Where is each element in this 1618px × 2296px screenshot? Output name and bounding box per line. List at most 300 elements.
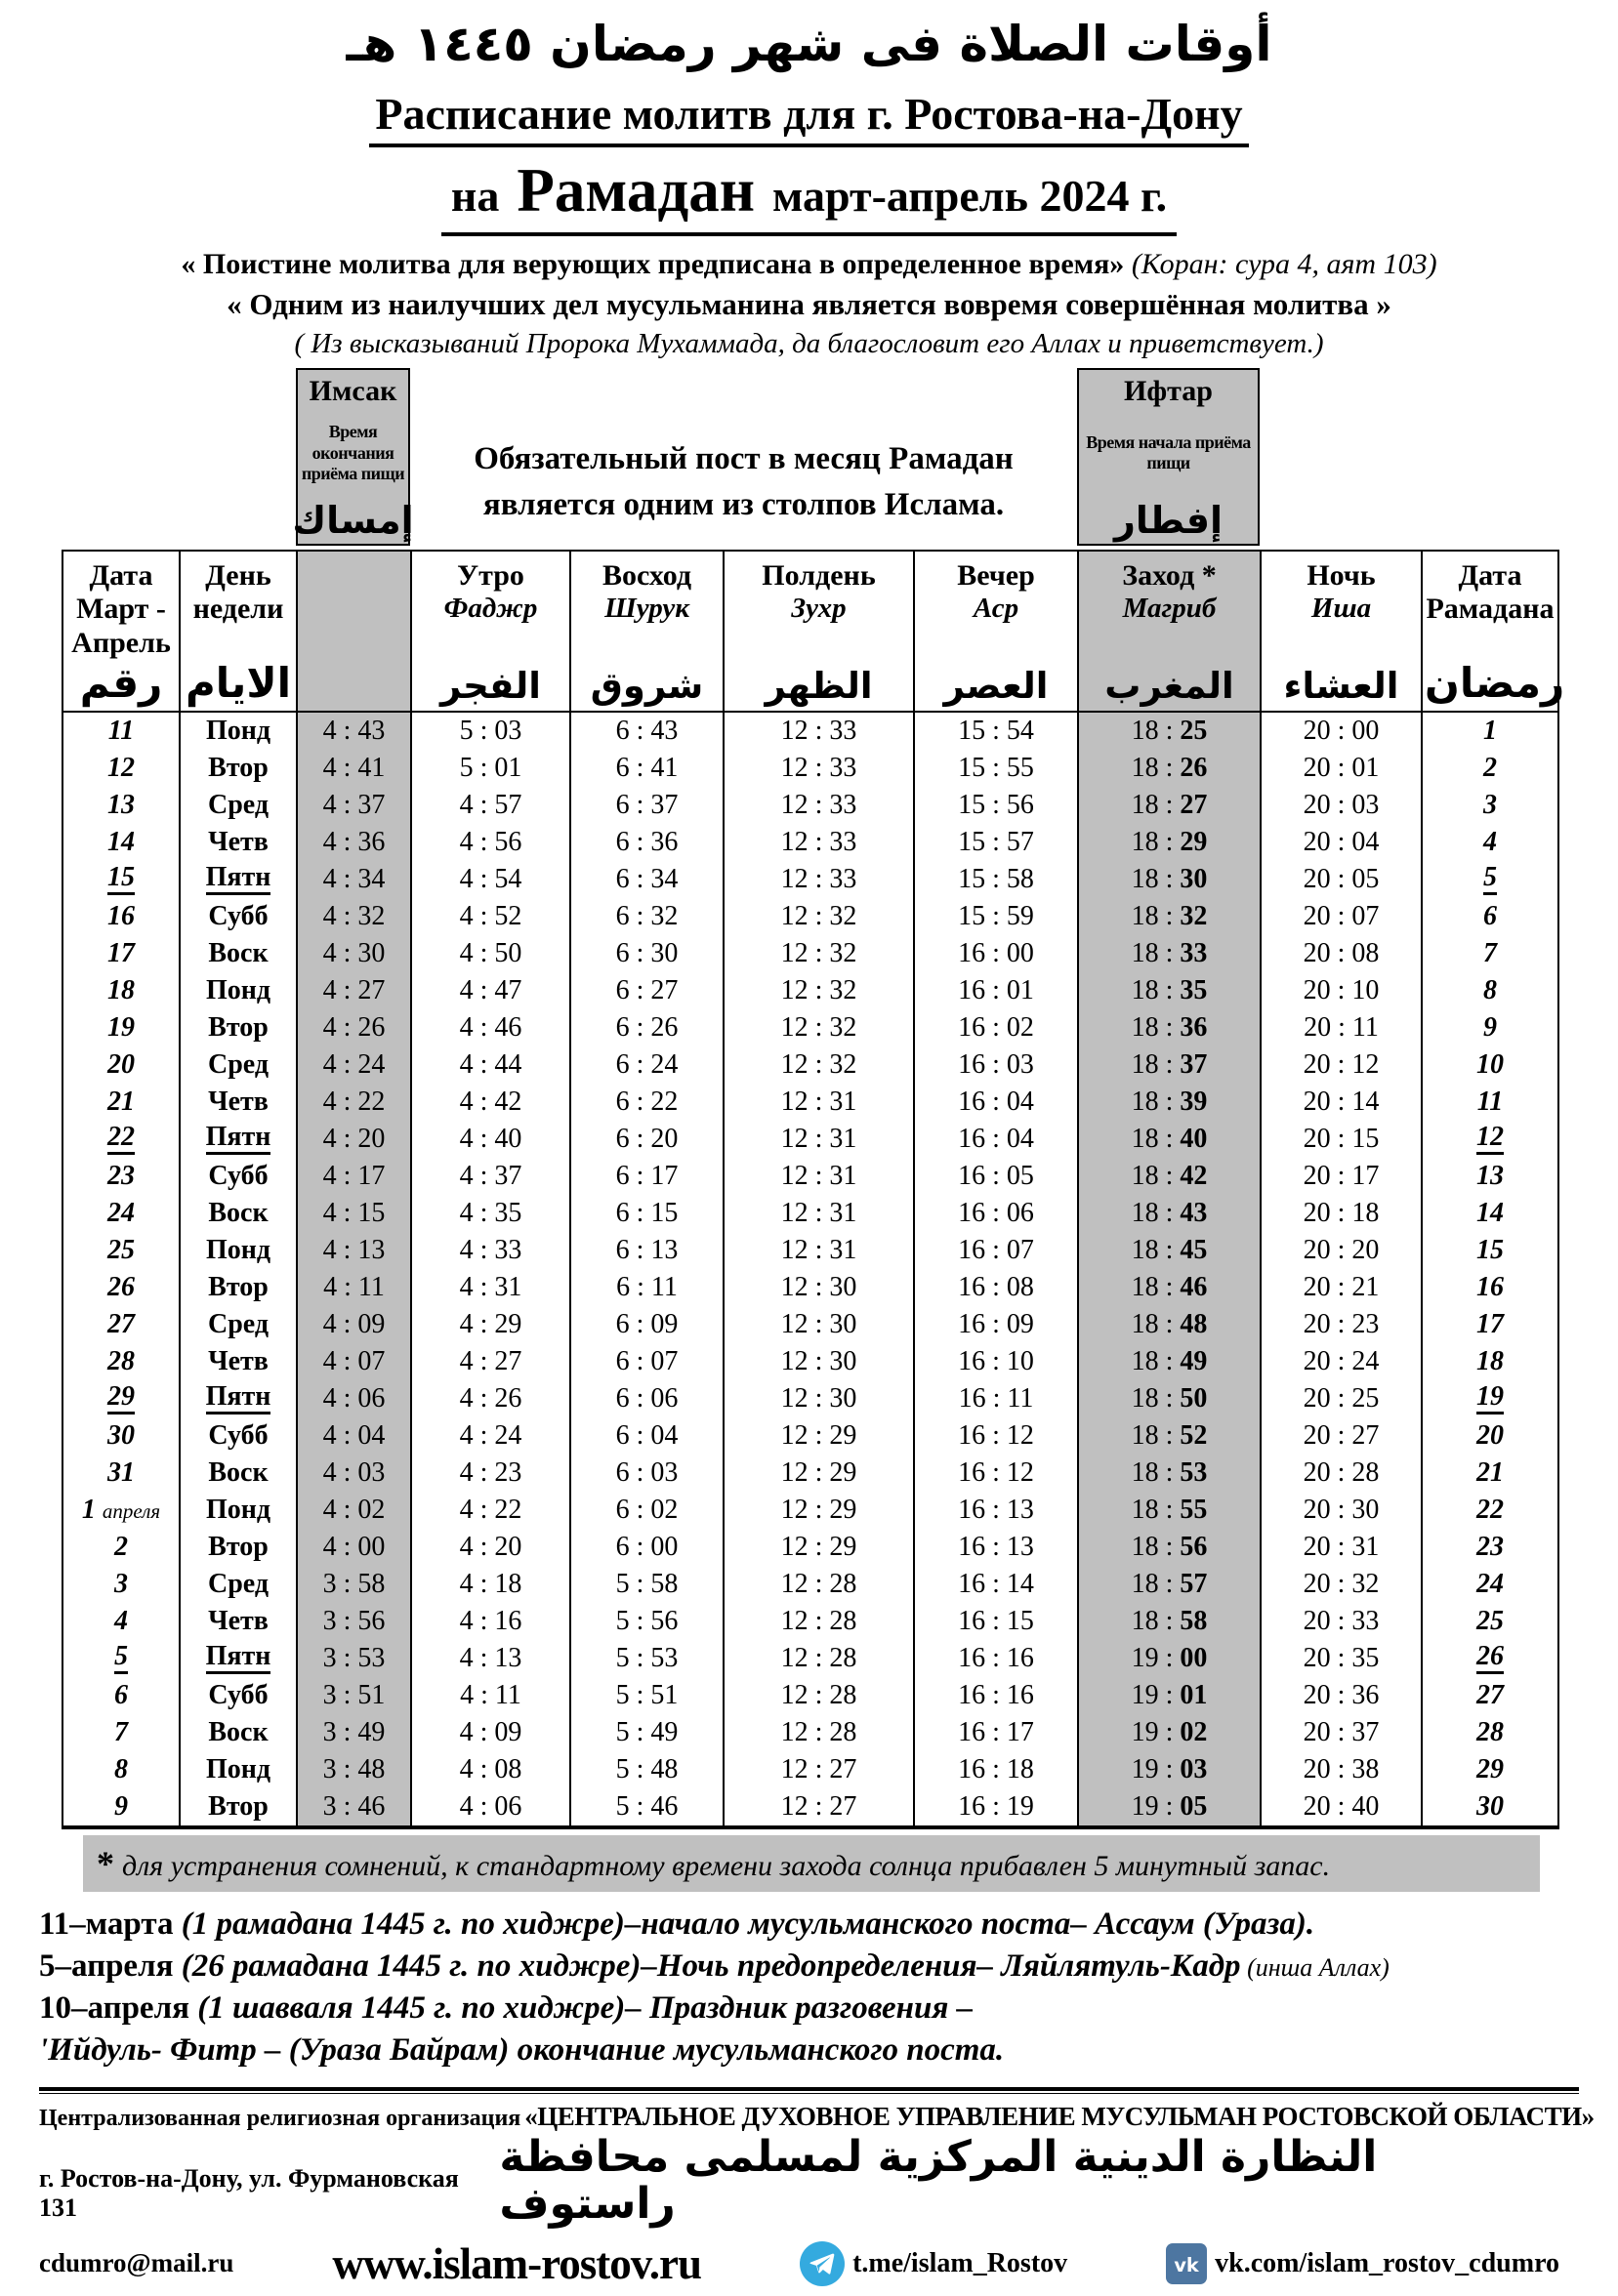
date-value: 23 — [107, 1160, 135, 1191]
asr-cell — [914, 1269, 1078, 1306]
day-cell — [180, 1046, 297, 1084]
zuhr-cell — [724, 1677, 914, 1714]
date-value: 1 апреля — [81, 1494, 161, 1525]
date-cell — [62, 1195, 180, 1232]
day-cell — [180, 1084, 297, 1121]
ramadan-date-value: 29 — [1476, 1753, 1504, 1784]
isha-value: 20 : 05 — [1303, 863, 1380, 894]
day-value: Втор — [208, 1790, 269, 1822]
col-header-imsak — [297, 551, 411, 713]
zuhr-cell — [724, 1343, 914, 1380]
maghrib-cell — [1078, 824, 1261, 861]
col-header-transliteration: Иша — [1310, 593, 1372, 624]
asr-value: 15 : 59 — [958, 900, 1034, 931]
zuhr-value: 12 : 29 — [780, 1419, 857, 1451]
asr-cell — [914, 1158, 1078, 1195]
date-value: 12 — [107, 752, 135, 783]
title-ramadan — [0, 155, 1618, 236]
maghrib-cell — [1078, 712, 1261, 750]
date-value: 4 — [114, 1605, 128, 1636]
zuhr-value: 12 : 27 — [780, 1753, 857, 1784]
imsak-value: 4 : 43 — [322, 715, 386, 746]
imsak-arabic-label: إمساك — [292, 498, 414, 542]
ramadan-date-value: 9 — [1483, 1011, 1497, 1043]
zuhr-cell — [724, 1121, 914, 1158]
note-date: 5–апреля — [39, 1948, 182, 1985]
day-cell — [180, 1009, 297, 1046]
maghrib-cell — [1078, 1009, 1261, 1046]
date-value: 26 — [107, 1271, 135, 1302]
isha-value: 20 : 03 — [1303, 789, 1380, 820]
isha-cell — [1261, 1492, 1422, 1529]
maghrib-value: 18 : 50 — [1131, 1382, 1208, 1414]
imsak-cell — [297, 750, 411, 787]
col-header-content — [298, 552, 410, 712]
shuruk-cell — [570, 1121, 724, 1158]
zuhr-value: 12 : 31 — [780, 1160, 857, 1191]
maghrib-value: 18 : 55 — [1131, 1494, 1208, 1525]
isha-cell — [1261, 1417, 1422, 1455]
maghrib-minutes: 05 — [1180, 1790, 1208, 1822]
date-cell — [62, 1009, 180, 1046]
col-header-label: Заход * — [1122, 558, 1217, 592]
day-cell — [180, 1343, 297, 1380]
table-row — [62, 1603, 1558, 1640]
isha-value: 20 : 15 — [1303, 1123, 1380, 1154]
asr-cell — [914, 1084, 1078, 1121]
asr-cell — [914, 824, 1078, 861]
imsak-cell — [297, 1084, 411, 1121]
imsak-cell — [297, 1121, 411, 1158]
isha-value: 20 : 18 — [1303, 1197, 1380, 1228]
fajr-value: 5 : 01 — [459, 752, 522, 783]
shuruk-value: 6 : 13 — [615, 1234, 679, 1265]
address: г. Ростов-на-Дону, ул. Фурмановская 131 — [39, 2163, 459, 2222]
title-suffix: март-апрель 2024 г. — [772, 170, 1168, 221]
maghrib-value: 18 : 49 — [1131, 1345, 1208, 1376]
table-row — [62, 1417, 1558, 1455]
telegram-link[interactable] — [800, 2241, 1067, 2286]
asr-cell — [914, 935, 1078, 972]
vk-icon — [1166, 2243, 1207, 2284]
note-text: 'Ийдуль- Фитр – (Ураза Байрам) окончание мусульманского поста. — [39, 2031, 1005, 2068]
ramadan-date-cell — [1422, 1232, 1558, 1269]
isha-cell — [1261, 1195, 1422, 1232]
col-header-label: Восход — [602, 558, 692, 592]
shuruk-cell — [570, 1269, 724, 1306]
col-header-content — [412, 552, 569, 712]
asr-value: 16 : 01 — [958, 974, 1034, 1005]
ramadan-date-cell — [1422, 1788, 1558, 1827]
imsak-cell — [297, 1566, 411, 1603]
isha-value: 20 : 36 — [1303, 1679, 1380, 1710]
asr-value: 16 : 12 — [958, 1419, 1034, 1451]
fajr-value: 4 : 50 — [459, 937, 522, 968]
title-city — [0, 88, 1618, 147]
iftar-subtitle: Время начала приёма пищи — [1086, 431, 1251, 473]
quran-quote-text: « Поистине молитва для верующих предписана в определенное время» — [181, 247, 1125, 280]
zuhr-value: 12 : 33 — [780, 826, 857, 857]
shuruk-cell — [570, 1492, 724, 1529]
zuhr-cell — [724, 787, 914, 824]
zuhr-value: 12 : 30 — [780, 1382, 857, 1414]
imsak-value: 4 : 27 — [322, 974, 386, 1005]
telegram-handle: t.me/islam_Rostov — [852, 2247, 1068, 2278]
imsak-cell — [297, 1714, 411, 1751]
fajr-value: 4 : 52 — [459, 900, 522, 931]
shuruk-value: 5 : 53 — [615, 1642, 679, 1673]
maghrib-minutes: 42 — [1180, 1160, 1208, 1191]
ramadan-date-cell — [1422, 1714, 1558, 1751]
col-header-label: День — [205, 558, 271, 592]
ramadan-date-value: 11 — [1476, 1086, 1504, 1117]
maghrib-minutes: 52 — [1180, 1419, 1208, 1451]
imsak-cell — [297, 1046, 411, 1084]
isha-value: 20 : 27 — [1303, 1419, 1380, 1451]
table-row — [62, 1343, 1558, 1380]
note-text: (26 рамадана 1445 г. по хиджре)–Ночь предопределения– Ляйлятуль-Кадр — [181, 1948, 1241, 1985]
shuruk-cell — [570, 1677, 724, 1714]
fajr-value: 4 : 23 — [459, 1456, 522, 1488]
asr-cell — [914, 1046, 1078, 1084]
footer-divider — [39, 2087, 1579, 2094]
zuhr-value: 12 : 29 — [780, 1456, 857, 1488]
organization-name-arabic: النظارة الدينية المركزية لمسلمى محافظة راستوف — [499, 2131, 1378, 2230]
ramadan-date-value: 20 — [1476, 1419, 1504, 1451]
fajr-cell — [411, 1269, 570, 1306]
day-cell — [180, 861, 297, 898]
fajr-cell — [411, 1677, 570, 1714]
isha-cell — [1261, 1677, 1422, 1714]
fajr-value: 4 : 08 — [459, 1753, 522, 1784]
ramadan-date-value: 7 — [1483, 937, 1497, 968]
ramadan-date-cell — [1422, 1306, 1558, 1343]
isha-cell — [1261, 972, 1422, 1009]
date-value: 19 — [107, 1011, 135, 1043]
footer-bottom-row — [39, 2238, 1559, 2289]
zuhr-cell — [724, 972, 914, 1009]
imsak-value: 3 : 58 — [322, 1568, 386, 1599]
imsak-cell — [297, 1195, 411, 1232]
fajr-value: 4 : 57 — [459, 789, 522, 820]
ramadan-date-value: 1 — [1483, 715, 1497, 746]
day-value: Четв — [208, 826, 269, 857]
col-header-label: Утро — [457, 558, 524, 592]
imsak-cell — [297, 1158, 411, 1195]
asr-cell — [914, 1566, 1078, 1603]
day-cell — [180, 1158, 297, 1195]
col-header-arabic: الظهر — [765, 664, 873, 707]
table-row — [62, 1714, 1558, 1751]
ramadan-date-cell — [1422, 972, 1558, 1009]
day-cell — [180, 824, 297, 861]
maghrib-cell — [1078, 1603, 1261, 1640]
fajr-cell — [411, 1529, 570, 1566]
isha-value: 20 : 17 — [1303, 1160, 1380, 1191]
maghrib-value: 18 : 45 — [1131, 1234, 1208, 1265]
zuhr-cell — [724, 1455, 914, 1492]
imsak-cell — [297, 1455, 411, 1492]
maghrib-cell — [1078, 898, 1261, 935]
date-value: 24 — [107, 1197, 135, 1228]
date-cell — [62, 935, 180, 972]
day-cell — [180, 1640, 297, 1677]
isha-value: 20 : 31 — [1303, 1531, 1380, 1562]
zuhr-value: 12 : 29 — [780, 1494, 857, 1525]
date-cell — [62, 712, 180, 750]
asr-cell — [914, 972, 1078, 1009]
isha-value: 20 : 07 — [1303, 900, 1380, 931]
maghrib-value: 18 : 43 — [1131, 1197, 1208, 1228]
note-line — [39, 2030, 1579, 2071]
imsak-value: 4 : 24 — [322, 1048, 386, 1080]
table-row — [62, 1751, 1558, 1788]
fajr-value: 4 : 22 — [459, 1494, 522, 1525]
isha-cell — [1261, 824, 1422, 861]
imsak-value: 4 : 02 — [322, 1494, 386, 1525]
vk-handle: vk.com/islam_rostov_cdumro — [1215, 2247, 1559, 2278]
date-value: 7 — [114, 1716, 128, 1747]
date-cell — [62, 1380, 180, 1417]
maghrib-cell — [1078, 1751, 1261, 1788]
col-header-arabic: الفجر — [440, 664, 541, 707]
asr-value: 16 : 13 — [958, 1494, 1034, 1525]
maghrib-minutes: 37 — [1180, 1048, 1208, 1080]
day-value: Пятн — [206, 1124, 271, 1155]
asr-cell — [914, 1492, 1078, 1529]
imsak-value: 4 : 11 — [323, 1271, 385, 1302]
maghrib-cell — [1078, 1677, 1261, 1714]
asr-value: 16 : 12 — [958, 1456, 1034, 1488]
date-cell — [62, 1121, 180, 1158]
fajr-cell — [411, 1084, 570, 1121]
day-cell — [180, 1677, 297, 1714]
asr-value: 16 : 17 — [958, 1716, 1034, 1747]
shuruk-value: 6 : 04 — [615, 1419, 679, 1451]
asr-cell — [914, 1009, 1078, 1046]
fajr-value: 4 : 35 — [459, 1197, 522, 1228]
imsak-subtitle: Время окончания приёма пищи — [301, 421, 405, 484]
fajr-value: 4 : 11 — [460, 1679, 521, 1710]
maghrib-value: 18 : 42 — [1131, 1160, 1208, 1191]
imsak-value: 4 : 26 — [322, 1011, 386, 1043]
isha-value: 20 : 28 — [1303, 1456, 1380, 1488]
shuruk-value: 6 : 07 — [615, 1345, 679, 1376]
shuruk-value: 6 : 02 — [615, 1494, 679, 1525]
day-value: Воск — [208, 1197, 269, 1228]
iftar-box — [1077, 368, 1260, 546]
isha-cell — [1261, 1603, 1422, 1640]
zuhr-cell — [724, 750, 914, 787]
table-row — [62, 1046, 1558, 1084]
table-row — [62, 750, 1558, 787]
table-header-row — [62, 551, 1558, 713]
fasting-statement: Обязательный пост в месяц Рамадан является одним из столпов Ислама. — [474, 440, 1014, 523]
asr-value: 16 : 16 — [958, 1642, 1034, 1673]
date-value: 2 — [114, 1531, 128, 1562]
zuhr-value: 12 : 31 — [780, 1234, 857, 1265]
ramadan-date-value: 23 — [1476, 1531, 1504, 1562]
fajr-value: 4 : 20 — [459, 1531, 522, 1562]
maghrib-value: 18 : 53 — [1131, 1456, 1208, 1488]
ramadan-date-cell — [1422, 1009, 1558, 1046]
maghrib-value: 18 : 29 — [1131, 826, 1208, 857]
maghrib-value: 18 : 35 — [1131, 974, 1208, 1005]
date-cell — [62, 1046, 180, 1084]
imsak-cell — [297, 1009, 411, 1046]
date-cell — [62, 1232, 180, 1269]
shuruk-value: 6 : 26 — [615, 1011, 679, 1043]
fajr-value: 4 : 46 — [459, 1011, 522, 1043]
imsak-value: 4 : 06 — [322, 1382, 386, 1414]
hadith-quote: « Одним из наилучших дел мусульманина является вовремя совершённая молитва » — [227, 286, 1391, 321]
table-row — [62, 787, 1558, 824]
shuruk-cell — [570, 1084, 724, 1121]
fajr-cell — [411, 1640, 570, 1677]
zuhr-cell — [724, 824, 914, 861]
date-cell — [62, 1788, 180, 1827]
date-cell — [62, 750, 180, 787]
ramadan-date-value: 14 — [1476, 1197, 1504, 1228]
date-cell — [62, 861, 180, 898]
date-value: 29 — [107, 1383, 135, 1414]
zuhr-value: 12 : 32 — [780, 900, 857, 931]
zuhr-value: 12 : 32 — [780, 937, 857, 968]
imsak-cell — [297, 1640, 411, 1677]
asr-value: 16 : 09 — [958, 1308, 1034, 1339]
shuruk-value: 6 : 34 — [615, 863, 679, 894]
ramadan-date-cell — [1422, 1566, 1558, 1603]
table-row — [62, 1158, 1558, 1195]
imsak-value: 4 : 15 — [322, 1197, 386, 1228]
zuhr-value: 12 : 27 — [780, 1790, 857, 1822]
date-value: 28 — [107, 1345, 135, 1376]
fajr-cell — [411, 861, 570, 898]
date-value: 14 — [107, 826, 135, 857]
zuhr-value: 12 : 32 — [780, 974, 857, 1005]
fajr-cell — [411, 824, 570, 861]
date-cell — [62, 1492, 180, 1529]
maghrib-minutes: 46 — [1180, 1271, 1208, 1302]
imsak-value: 4 : 36 — [322, 826, 386, 857]
day-cell — [180, 972, 297, 1009]
fajr-value: 4 : 09 — [459, 1716, 522, 1747]
ramadan-date-cell — [1422, 1751, 1558, 1788]
imsak-cell — [297, 824, 411, 861]
ramadan-date-value: 5 — [1483, 864, 1497, 895]
fajr-value: 4 : 33 — [459, 1234, 522, 1265]
date-value: 5 — [114, 1643, 128, 1674]
ramadan-date-value: 12 — [1476, 1124, 1504, 1155]
day-cell — [180, 1380, 297, 1417]
ramadan-date-value: 25 — [1476, 1605, 1504, 1636]
table-row — [62, 1195, 1558, 1232]
asr-value: 15 : 54 — [958, 715, 1034, 746]
date-cell — [62, 1640, 180, 1677]
ramadan-date-cell — [1422, 861, 1558, 898]
day-value: Понд — [205, 1234, 271, 1265]
zuhr-cell — [724, 1529, 914, 1566]
email-link[interactable]: cdumro@mail.ru — [39, 2248, 234, 2278]
col-header-day — [180, 551, 297, 713]
maghrib-value: 19 : 02 — [1131, 1716, 1208, 1747]
col-header-arabic: الايام — [186, 659, 291, 707]
fajr-value: 4 : 16 — [459, 1605, 522, 1636]
isha-cell — [1261, 712, 1422, 750]
asr-cell — [914, 1417, 1078, 1455]
maghrib-minutes: 25 — [1180, 715, 1208, 746]
fajr-cell — [411, 1232, 570, 1269]
shuruk-cell — [570, 935, 724, 972]
maghrib-minutes: 57 — [1180, 1568, 1208, 1599]
table-row — [62, 1121, 1558, 1158]
maghrib-value: 18 : 40 — [1131, 1123, 1208, 1154]
maghrib-value: 18 : 25 — [1131, 715, 1208, 746]
shuruk-cell — [570, 1195, 724, 1232]
asr-cell — [914, 1195, 1078, 1232]
asr-value: 16 : 14 — [958, 1568, 1034, 1599]
maghrib-minutes: 40 — [1180, 1123, 1208, 1154]
ramadan-date-value: 8 — [1483, 974, 1497, 1005]
table-row — [62, 1232, 1558, 1269]
website-link[interactable]: www.islam-rostov.ru — [332, 2238, 702, 2288]
zuhr-cell — [724, 1269, 914, 1306]
date-cell — [62, 1269, 180, 1306]
shuruk-value: 6 : 24 — [615, 1048, 679, 1080]
date-value: 21 — [107, 1086, 135, 1117]
shuruk-cell — [570, 1455, 724, 1492]
telegram-icon — [800, 2241, 845, 2286]
col-header-maghrib — [1078, 551, 1261, 713]
day-value: Четв — [208, 1345, 269, 1376]
maghrib-cell — [1078, 1269, 1261, 1306]
note-line — [39, 1946, 1579, 1988]
date-cell — [62, 1343, 180, 1380]
iftar-title: Ифтар — [1124, 374, 1213, 407]
asterisk: * — [97, 1844, 114, 1884]
day-value: Сред — [207, 789, 269, 820]
maghrib-value: 19 : 01 — [1131, 1679, 1208, 1710]
ramadan-date-cell — [1422, 1640, 1558, 1677]
day-cell — [180, 1417, 297, 1455]
asr-cell — [914, 1455, 1078, 1492]
col-header-label: Ночь — [1307, 558, 1376, 592]
arabic-title: أوقات الصلاة فى شهر رمضان ١٤٤٥ هـ — [346, 16, 1272, 72]
day-value: Втор — [208, 1531, 269, 1562]
col-header-label: недели — [192, 593, 284, 625]
col-header-content — [571, 552, 723, 712]
fajr-value: 4 : 54 — [459, 863, 522, 894]
isha-cell — [1261, 1529, 1422, 1566]
asr-value: 15 : 56 — [958, 789, 1034, 820]
fajr-cell — [411, 1492, 570, 1529]
vk-link[interactable] — [1166, 2243, 1559, 2284]
zuhr-value: 12 : 31 — [780, 1123, 857, 1154]
date-value: 17 — [107, 937, 135, 968]
zuhr-value: 12 : 31 — [780, 1197, 857, 1228]
zuhr-cell — [724, 1306, 914, 1343]
col-header-content — [1423, 552, 1565, 712]
table-row — [62, 861, 1558, 898]
svg-text:vk: vk — [1174, 2253, 1199, 2276]
imsak-cell — [297, 1492, 411, 1529]
day-value: Четв — [208, 1605, 269, 1636]
ramadan-date-cell — [1422, 787, 1558, 824]
fajr-cell — [411, 1788, 570, 1827]
note-line — [39, 1904, 1579, 1946]
shuruk-value: 6 : 09 — [615, 1308, 679, 1339]
day-cell — [180, 1306, 297, 1343]
